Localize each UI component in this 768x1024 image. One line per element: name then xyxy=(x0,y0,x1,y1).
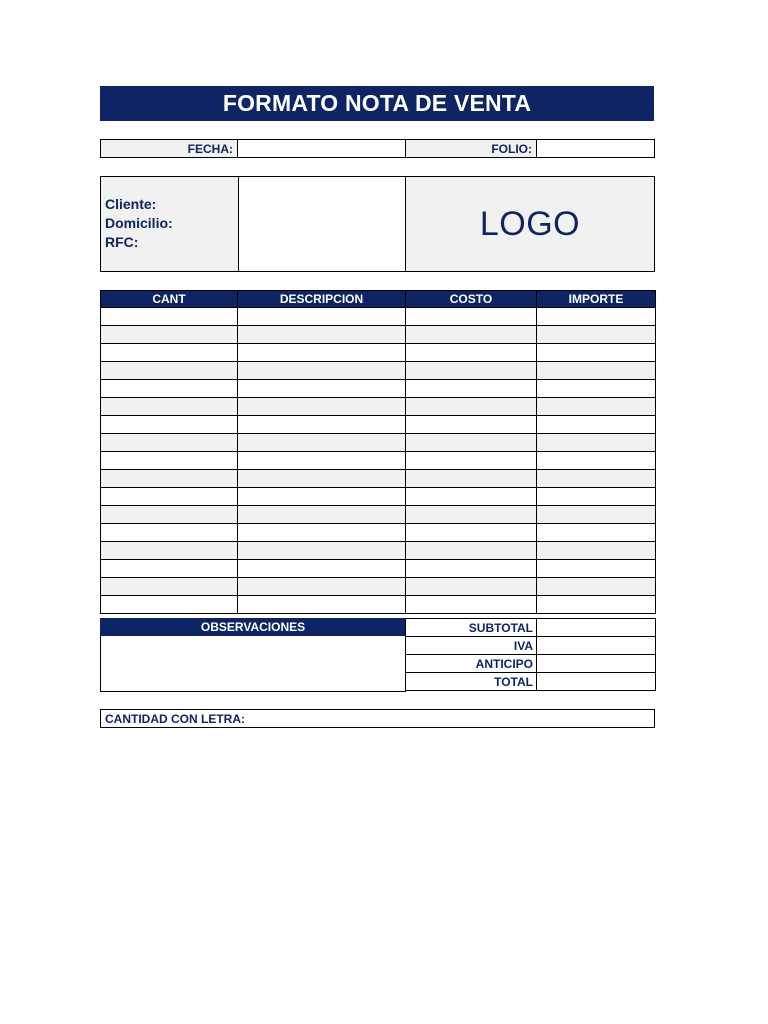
cantidad-letra-label: CANTIDAD CON LETRA: xyxy=(105,711,245,726)
cell-importe[interactable] xyxy=(537,308,656,326)
table-row xyxy=(101,308,656,326)
cell-costo[interactable] xyxy=(406,578,537,596)
cell-importe[interactable] xyxy=(537,362,656,380)
iva-value[interactable] xyxy=(537,637,656,655)
folio-field[interactable] xyxy=(537,140,654,157)
total-value[interactable] xyxy=(537,673,656,691)
cell-costo[interactable] xyxy=(406,488,537,506)
column-header-costo: COSTO xyxy=(406,291,537,308)
cell-importe[interactable] xyxy=(537,470,656,488)
table-row xyxy=(101,398,656,416)
table-row xyxy=(101,326,656,344)
cell-importe[interactable] xyxy=(537,344,656,362)
total-row xyxy=(406,673,656,691)
cell-descripcion[interactable] xyxy=(238,380,406,398)
cell-cant[interactable] xyxy=(101,362,238,380)
cell-descripcion[interactable] xyxy=(238,596,406,614)
cell-costo[interactable] xyxy=(406,542,537,560)
cell-costo[interactable] xyxy=(406,362,537,380)
cell-importe[interactable] xyxy=(537,380,656,398)
cell-descripcion[interactable] xyxy=(238,470,406,488)
cell-descripcion[interactable] xyxy=(238,578,406,596)
client-labels xyxy=(101,177,238,271)
cell-descripcion[interactable] xyxy=(238,560,406,578)
items-header-row xyxy=(101,291,656,308)
cell-cant[interactable] xyxy=(101,380,238,398)
cell-cant[interactable] xyxy=(101,434,238,452)
cell-cant[interactable] xyxy=(101,578,238,596)
cell-costo[interactable] xyxy=(406,398,537,416)
table-row xyxy=(101,452,656,470)
cell-cant[interactable] xyxy=(101,560,238,578)
iva-row xyxy=(406,637,656,655)
table-row xyxy=(101,380,656,398)
cell-descripcion[interactable] xyxy=(238,488,406,506)
cell-cant[interactable] xyxy=(101,488,238,506)
table-row xyxy=(101,560,656,578)
fecha-label: FECHA: xyxy=(101,140,238,157)
subtotal-row xyxy=(406,619,656,637)
table-row xyxy=(101,542,656,560)
cell-costo[interactable] xyxy=(406,470,537,488)
cell-costo[interactable] xyxy=(406,434,537,452)
cell-cant[interactable] xyxy=(101,470,238,488)
cell-cant[interactable] xyxy=(101,506,238,524)
observaciones-header: OBSERVACIONES xyxy=(100,618,406,636)
table-row xyxy=(101,470,656,488)
client-info-field[interactable] xyxy=(238,177,406,271)
cell-cant[interactable] xyxy=(101,398,238,416)
anticipo-label: ANTICIPO xyxy=(406,655,537,673)
logo-placeholder: LOGO xyxy=(479,204,581,243)
cell-costo[interactable] xyxy=(406,344,537,362)
cell-cant[interactable] xyxy=(101,308,238,326)
cell-importe[interactable] xyxy=(537,416,656,434)
date-folio-row xyxy=(100,139,655,158)
table-row xyxy=(101,488,656,506)
table-row xyxy=(101,506,656,524)
cell-costo[interactable] xyxy=(406,596,537,614)
cell-importe[interactable] xyxy=(537,560,656,578)
anticipo-value[interactable] xyxy=(537,655,656,673)
cell-descripcion[interactable] xyxy=(238,434,406,452)
cell-importe[interactable] xyxy=(537,596,656,614)
cell-cant[interactable] xyxy=(101,452,238,470)
cell-descripcion[interactable] xyxy=(238,326,406,344)
cell-importe[interactable] xyxy=(537,326,656,344)
column-header-cant: CANT xyxy=(101,291,238,308)
cell-importe[interactable] xyxy=(537,452,656,470)
cell-descripcion[interactable] xyxy=(238,506,406,524)
items-table xyxy=(100,290,656,614)
cell-costo[interactable] xyxy=(406,452,537,470)
cell-importe[interactable] xyxy=(537,542,656,560)
cell-costo[interactable] xyxy=(406,308,537,326)
client-block xyxy=(100,176,655,272)
iva-label: IVA xyxy=(406,637,537,655)
total-label: TOTAL xyxy=(406,673,537,691)
cell-costo[interactable] xyxy=(406,380,537,398)
cell-descripcion[interactable] xyxy=(238,416,406,434)
cell-descripcion[interactable] xyxy=(238,362,406,380)
table-row xyxy=(101,434,656,452)
fecha-field[interactable] xyxy=(238,140,406,157)
cell-cant[interactable] xyxy=(101,596,238,614)
cell-importe[interactable] xyxy=(537,578,656,596)
cantidad-letra-field[interactable] xyxy=(100,709,655,728)
cell-descripcion[interactable] xyxy=(238,344,406,362)
cell-cant[interactable] xyxy=(101,542,238,560)
page-title: FORMATO NOTA DE VENTA xyxy=(100,86,654,121)
cliente-label: Cliente: xyxy=(105,196,157,212)
subtotal-label: SUBTOTAL xyxy=(406,619,537,637)
folio-label: FOLIO: xyxy=(406,140,537,157)
cell-costo[interactable] xyxy=(406,506,537,524)
table-row xyxy=(101,344,656,362)
cell-descripcion[interactable] xyxy=(238,542,406,560)
rfc-label: RFC: xyxy=(105,234,139,250)
table-row xyxy=(101,596,656,614)
cell-costo[interactable] xyxy=(406,416,537,434)
totals-table xyxy=(405,618,656,691)
cell-cant[interactable] xyxy=(101,416,238,434)
cell-costo[interactable] xyxy=(406,326,537,344)
cell-importe[interactable] xyxy=(537,524,656,542)
observaciones-field[interactable] xyxy=(100,636,406,692)
cell-importe[interactable] xyxy=(537,506,656,524)
cell-importe[interactable] xyxy=(537,434,656,452)
table-row xyxy=(101,416,656,434)
table-row xyxy=(101,578,656,596)
table-row xyxy=(101,362,656,380)
cell-costo[interactable] xyxy=(406,524,537,542)
column-header-descripcion: DESCRIPCION xyxy=(238,291,406,308)
domicilio-label: Domicilio: xyxy=(105,215,173,231)
cell-importe[interactable] xyxy=(537,398,656,416)
cell-cant[interactable] xyxy=(101,524,238,542)
cell-cant[interactable] xyxy=(101,326,238,344)
table-row xyxy=(101,524,656,542)
cell-descripcion[interactable] xyxy=(238,308,406,326)
cell-descripcion[interactable] xyxy=(238,398,406,416)
cell-descripcion[interactable] xyxy=(238,524,406,542)
anticipo-row xyxy=(406,655,656,673)
cell-cant[interactable] xyxy=(101,344,238,362)
subtotal-value[interactable] xyxy=(537,619,656,637)
cell-costo[interactable] xyxy=(406,560,537,578)
column-header-importe: IMPORTE xyxy=(537,291,656,308)
cell-descripcion[interactable] xyxy=(238,452,406,470)
cell-importe[interactable] xyxy=(537,488,656,506)
